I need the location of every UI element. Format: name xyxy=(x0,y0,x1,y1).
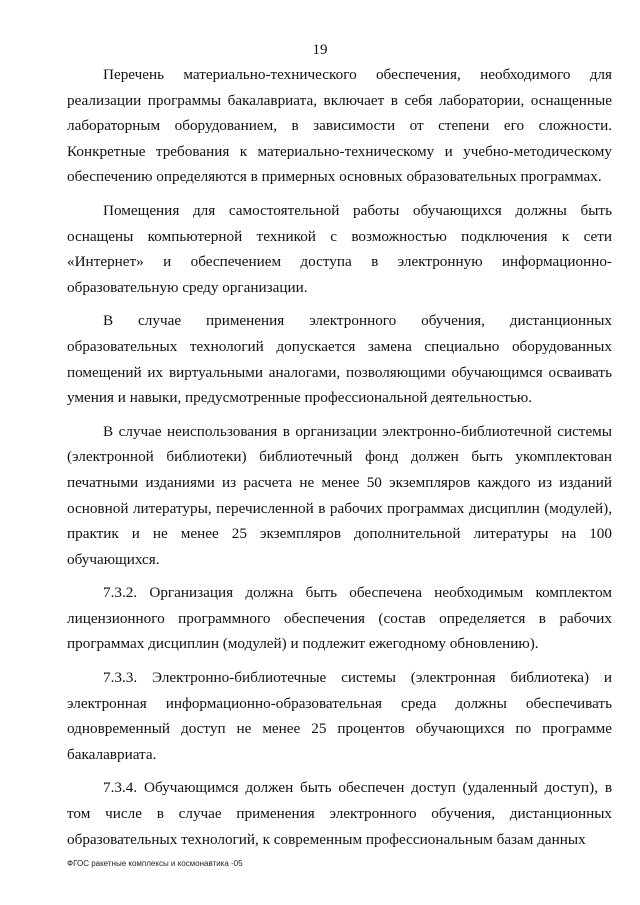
paragraph-7-3-4: 7.3.4. Обучающимся должен быть обеспечен доступ (удаленный доступ), в том числе в случае применения электронного обучения, дистанционных образовательных технологий, к современным профессиональным базам данных xyxy=(67,779,612,848)
body-text xyxy=(67,62,612,860)
paragraph-material-equipment: Перечень материально-технического обеспечения, необходимого для реализации программы бакалавриата, включает в себя лаборатории, оснащенные лабораторным оборудованием, в зависимости от степени его сложности. Конкретные требования к материально-техническому и учебно-методическому обеспечению определяются в примерных основных образовательных программах. xyxy=(67,66,612,186)
paragraph-7-3-2: 7.3.2. Организация должна быть обеспечена необходимым комплектом лицензионного программного обеспечения (состав определяется в рабочих программах дисциплин (модулей) и подлежит ежегодному обновлению). xyxy=(67,584,612,653)
page-number: 19 xyxy=(312,42,328,58)
paragraph-library-fund: В случае неиспользования в организации электронно-библиотечной системы (электронной библиотеки) библиотечный фонд должен быть укомплектован печатными изданиями из расчета не менее 50 экземпляров каждого из изданий основной литературы, перечисленной в рабочих программах дисциплин (модулей), практик и не менее 25 экземпляров дополнительной литературы на 100 обучающихся. xyxy=(67,422,612,568)
paragraph-7-3-3: 7.3.3. Электронно-библиотечные системы (электронная библиотека) и электронная информационно-образовательная среда должны обеспечивать одновременный доступ не менее 25 процентов обучающихся по программе бакалавриата. xyxy=(67,669,612,763)
paragraph-self-study-rooms: Помещения для самостоятельной работы обучающихся должны быть оснащены компьютерной техникой с возможностью подключения к сети «Интернет» и обеспечением доступа в электронную информационно-образовательную среду организации. xyxy=(67,201,612,296)
paragraph-e-learning: В случае применения электронного обучения, дистанционных образовательных технологий допускается замена специально оборудованных помещений их виртуальными аналогами, позволяющими обучающимся осваивать умения и навыки, предусмотренные профессиональной деятельностью. xyxy=(67,312,612,407)
page-footer: ФГОС ракетные комплексы и космонавтика -05 xyxy=(67,859,243,868)
